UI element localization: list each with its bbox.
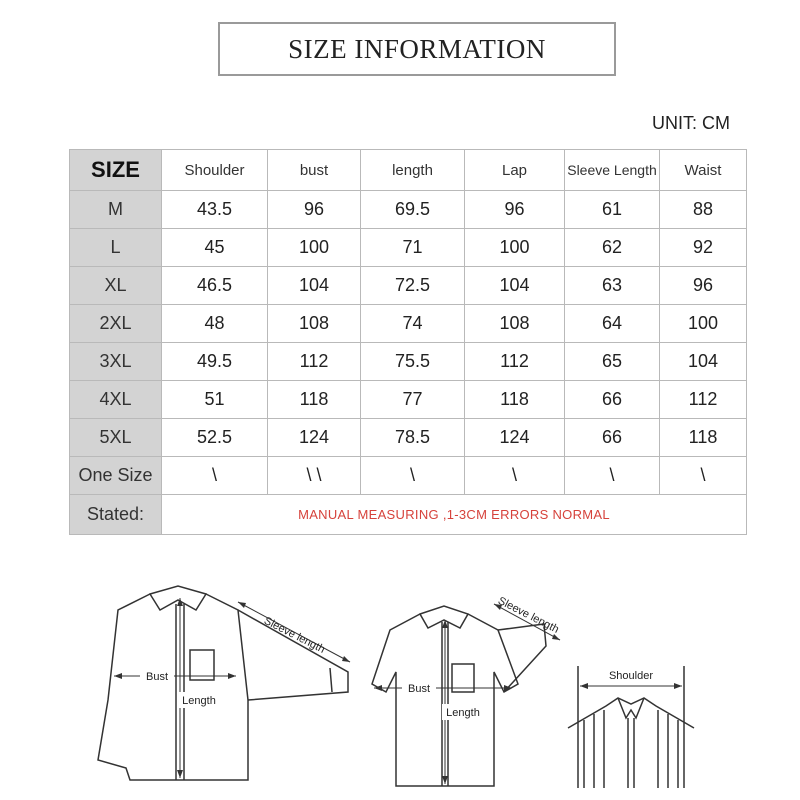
stated-label: Stated: — [70, 495, 162, 535]
table-row — [70, 381, 747, 419]
table-cell: 62 — [565, 229, 660, 267]
table-row — [70, 343, 747, 381]
table-cell: \ — [660, 457, 747, 495]
header-length: length — [361, 150, 465, 191]
header-size: SIZE — [70, 150, 162, 191]
size-label: XL — [70, 267, 162, 305]
table-row — [70, 305, 747, 343]
table-header-row — [70, 150, 747, 191]
table-cell: 118 — [660, 419, 747, 457]
header-bust: bust — [268, 150, 361, 191]
short-sleeve-shirt-diagram — [362, 590, 572, 790]
table-cell: 100 — [268, 229, 361, 267]
table-cell: 112 — [465, 343, 565, 381]
long-sleeve-shirt-diagram — [78, 580, 368, 790]
table-cell: 48 — [162, 305, 268, 343]
table-cell: 112 — [268, 343, 361, 381]
header-sleeve-length: Sleeve Length — [565, 150, 660, 191]
table-row — [70, 457, 747, 495]
table-cell: 96 — [465, 191, 565, 229]
table-cell: 66 — [565, 381, 660, 419]
table-cell: 46.5 — [162, 267, 268, 305]
table-row — [70, 191, 747, 229]
table-cell: \ — [465, 457, 565, 495]
stated-note: MANUAL MEASURING ,1-3CM ERRORS NORMAL — [162, 495, 747, 535]
table-cell: 96 — [268, 191, 361, 229]
table-cell: 108 — [465, 305, 565, 343]
bust-label: Bust — [407, 683, 431, 695]
table-cell: 124 — [465, 419, 565, 457]
header-lap: Lap — [465, 150, 565, 191]
table-cell: \ — [361, 457, 465, 495]
size-label: One Size — [70, 457, 162, 495]
table-cell: 88 — [660, 191, 747, 229]
table-row — [70, 229, 747, 267]
table-cell: 45 — [162, 229, 268, 267]
table-cell: 77 — [361, 381, 465, 419]
unit-label: UNIT: CM — [652, 113, 730, 133]
table-cell: 52.5 — [162, 419, 268, 457]
table-cell: 104 — [660, 343, 747, 381]
length-label: Length — [182, 695, 216, 707]
table-row — [70, 419, 747, 457]
table-cell: 65 — [565, 343, 660, 381]
table-cell: 108 — [268, 305, 361, 343]
length-label: Length — [446, 707, 480, 719]
sleeve-length-label: Sleeve length — [261, 614, 327, 656]
size-label: M — [70, 191, 162, 229]
table-cell: 100 — [660, 305, 747, 343]
table-cell: 118 — [465, 381, 565, 419]
table-cell: 71 — [361, 229, 465, 267]
table-cell: 74 — [361, 305, 465, 343]
sleeve-length-label: Sleeve length — [495, 594, 561, 636]
stated-row — [70, 495, 747, 535]
size-table — [69, 149, 747, 535]
size-label: 2XL — [70, 305, 162, 343]
page-title: SIZE INFORMATION — [218, 22, 616, 76]
table-cell: 104 — [268, 267, 361, 305]
table-cell: 66 — [565, 419, 660, 457]
table-cell: 75.5 — [361, 343, 465, 381]
table-cell: 64 — [565, 305, 660, 343]
header-shoulder: Shoulder — [162, 150, 268, 191]
table-cell: 100 — [465, 229, 565, 267]
table-cell: 118 — [268, 381, 361, 419]
size-label: 3XL — [70, 343, 162, 381]
table-cell: \ \ — [268, 457, 361, 495]
table-row — [70, 267, 747, 305]
table-cell: 78.5 — [361, 419, 465, 457]
table-cell: 124 — [268, 419, 361, 457]
short-sleeve-shirt-icon — [362, 590, 572, 790]
table-cell: 43.5 — [162, 191, 268, 229]
size-label: L — [70, 229, 162, 267]
shoulder-label: Shoulder — [608, 670, 654, 682]
table-cell: 104 — [465, 267, 565, 305]
table-cell: 49.5 — [162, 343, 268, 381]
header-waist: Waist — [660, 150, 747, 191]
table-cell: 92 — [660, 229, 747, 267]
table-cell: 69.5 — [361, 191, 465, 229]
shoulder-icon — [566, 658, 696, 790]
table-cell: 63 — [565, 267, 660, 305]
table-cell: 96 — [660, 267, 747, 305]
size-label: 5XL — [70, 419, 162, 457]
long-sleeve-shirt-icon — [78, 580, 368, 790]
table-cell: \ — [162, 457, 268, 495]
table-cell: 72.5 — [361, 267, 465, 305]
size-label: 4XL — [70, 381, 162, 419]
table-cell: 51 — [162, 381, 268, 419]
table-cell: 112 — [660, 381, 747, 419]
table-cell: \ — [565, 457, 660, 495]
shoulder-diagram — [566, 658, 696, 790]
table-cell: 61 — [565, 191, 660, 229]
bust-label: Bust — [145, 671, 169, 683]
